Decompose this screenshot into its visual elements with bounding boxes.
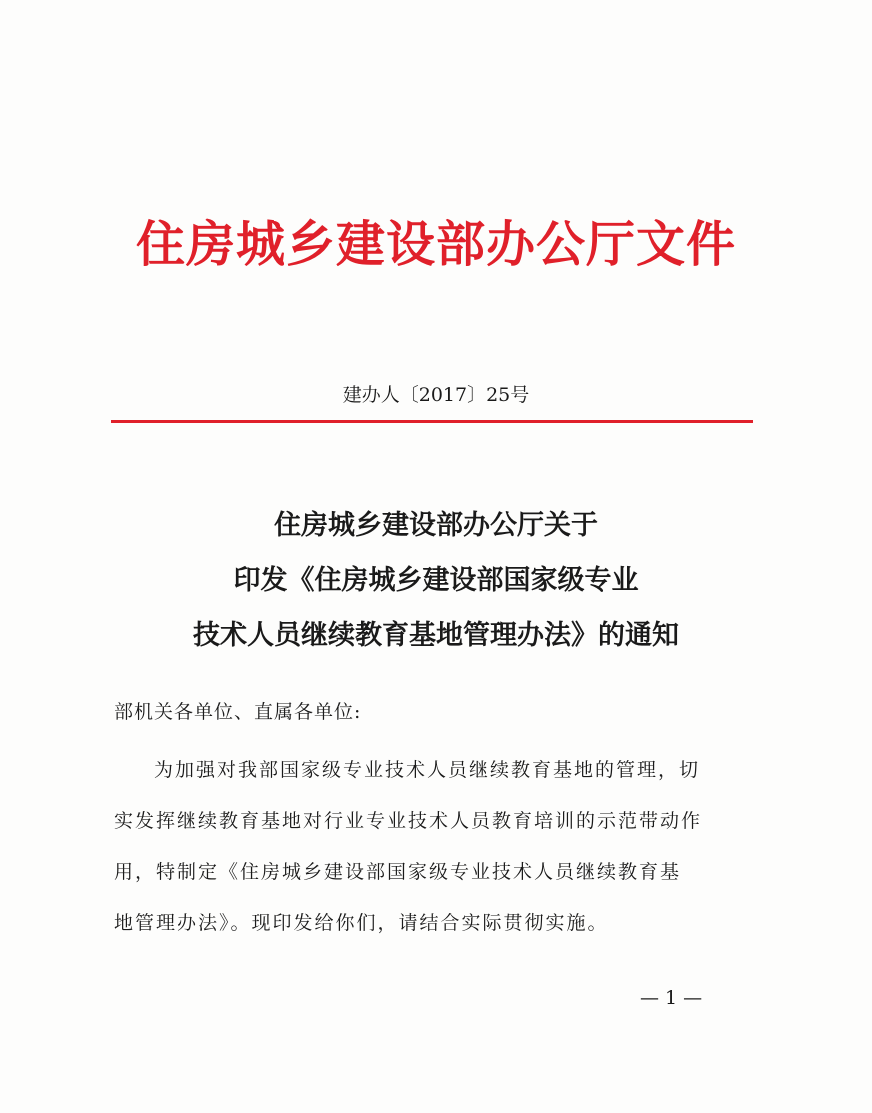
body-line-4: 地管理办法》。现印发给你们，请结合实际贯彻实施。 (114, 912, 609, 934)
notice-title-line-1: 住房城乡建设部办公厅关于 (274, 510, 598, 541)
body-line-3: 用，特制定《住房城乡建设部国家级专业技术人员继续教育基 (114, 861, 682, 883)
document-number: 建办人〔2017〕25号 (342, 384, 530, 406)
salutation: 部机关各单位、直属各单位: (114, 701, 362, 723)
red-divider-line (111, 420, 753, 423)
body-line-1: 为加强对我部国家级专业技术人员继续教育基地的管理，切 (154, 759, 701, 781)
notice-title-line-3: 技术人员继续教育基地管理办法》的通知 (193, 620, 679, 651)
issuer-header-title: 住房城乡建设部办公厅文件 (135, 216, 736, 273)
notice-title-line-2: 印发《住房城乡建设部国家级专业 (233, 565, 639, 596)
body-line-2: 实发挥继续教育基地对行业专业技术人员教育培训的示范带动作 (114, 810, 703, 832)
notice-title (0, 498, 872, 663)
page-number: — 1 — (640, 987, 703, 1009)
body-paragraph (114, 745, 760, 949)
